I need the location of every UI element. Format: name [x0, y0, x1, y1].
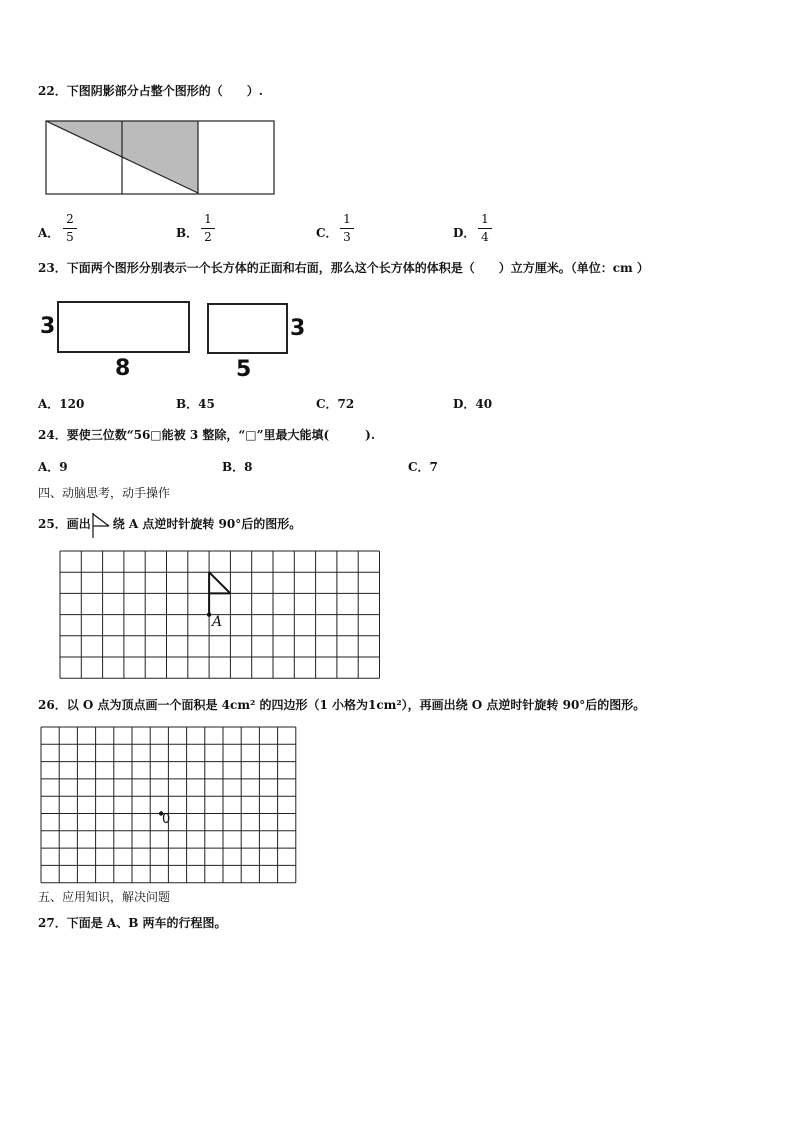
q26-point-label: 0 — [162, 812, 171, 827]
q23-front-rect — [56, 300, 192, 356]
q23-option-c: C．72 — [316, 397, 355, 411]
q25-point-label: A — [212, 614, 223, 630]
frac-num: 2 — [66, 212, 74, 226]
q22-option-d-fraction — [478, 212, 492, 245]
section-4-heading: 四、动脑思考，动手操作 — [38, 486, 171, 500]
q22-option-d — [453, 225, 475, 241]
frac-den: 2 — [204, 230, 212, 244]
frac-bar — [340, 228, 354, 229]
q22-option-c-letter: C． — [316, 226, 338, 240]
q24-option-b: B．8 — [222, 460, 253, 474]
q23-option-b: B．45 — [176, 397, 215, 411]
frac-num: 1 — [481, 212, 489, 226]
frac-bar — [201, 228, 215, 229]
section-5-heading: 五、应用知识，解决问题 — [38, 890, 171, 904]
q23-option-a: A．120 — [38, 397, 85, 411]
q26-grid — [40, 726, 300, 884]
q27-text: 27．下面是 A、B 两车的行程图。 — [38, 916, 227, 930]
q22-option-c — [316, 225, 338, 241]
q22-option-c-fraction — [340, 212, 354, 245]
frac-den: 4 — [481, 230, 489, 244]
q24-text: 24．要使三位数“56□能被 3 整除，“□”里最大能填( ). — [38, 428, 376, 442]
q23-option-d: D．40 — [453, 397, 493, 411]
frac-num: 1 — [343, 212, 351, 226]
q23-side-width-label: 5 — [236, 357, 252, 382]
q23-front-length-label: 8 — [115, 356, 131, 381]
q25-text — [38, 516, 301, 533]
q23-side-height-label: 3 — [290, 316, 306, 341]
frac-den: 5 — [66, 230, 74, 244]
q22-figure — [45, 120, 277, 196]
q23-front-height-label: 3 — [40, 314, 56, 339]
q25-point-a — [207, 612, 211, 616]
q24-option-a: A．9 — [38, 460, 68, 474]
q26-text: 26．以 O 点为顶点画一个面积是 4cm² 的四边形（1 小格为1cm²），再画出绕 O 点逆时针旋转 90°后的图形。 — [38, 698, 646, 712]
q25-prefix: 25．画出 — [38, 517, 91, 531]
q22-option-b — [176, 225, 198, 241]
q25-suffix: 绕 A 点逆时针旋转 90°后的图形。 — [112, 517, 302, 531]
q22-option-b-fraction — [201, 212, 215, 245]
q22-option-a — [38, 225, 59, 241]
q22-option-a-letter: A． — [38, 226, 60, 240]
q22-option-d-letter: D． — [453, 226, 476, 240]
frac-den: 3 — [343, 230, 351, 244]
q22-text: 22．下图阴影部分占整个图形的（ ）. — [38, 84, 263, 98]
q23-text: 23．下面两个图形分别表示一个长方体的正面和右面，那么这个长方体的体积是（ ）立方厘米。（单位：cm ） — [38, 261, 649, 275]
frac-num: 1 — [204, 212, 212, 226]
q22-option-b-letter: B． — [176, 226, 199, 240]
flag-icon — [91, 517, 113, 533]
q22-option-a-fraction — [63, 212, 77, 245]
frac-bar — [63, 228, 77, 229]
frac-bar — [478, 228, 492, 229]
q25-flag-diagonal — [209, 572, 230, 593]
q23-side-rect — [206, 302, 290, 358]
q24-option-c: C．7 — [408, 460, 438, 474]
